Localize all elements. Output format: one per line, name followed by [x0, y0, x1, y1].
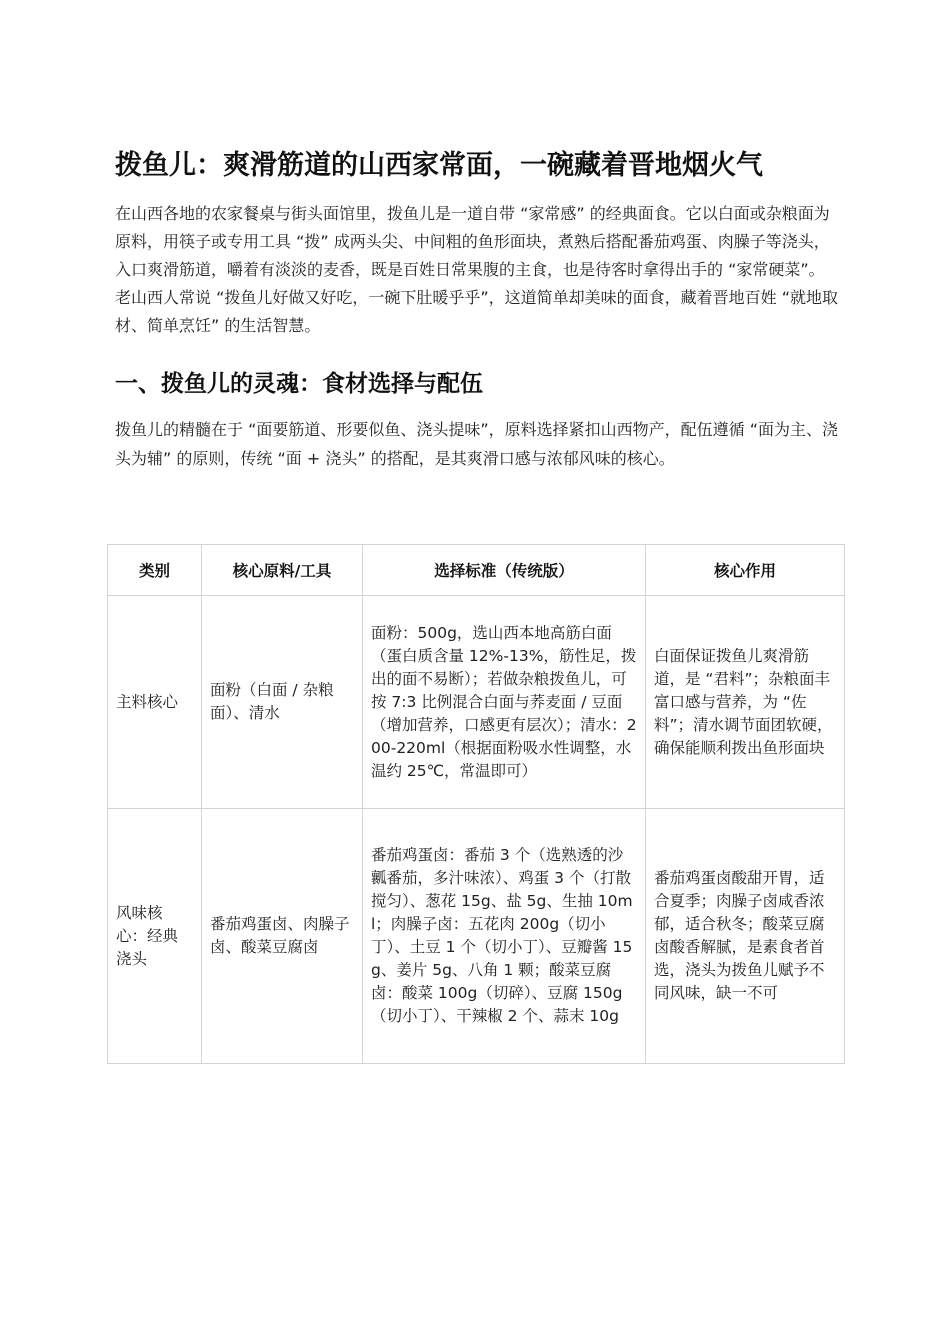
section-heading: 一、拨鱼儿的灵魂：食材选择与配伍 [115, 371, 483, 397]
table-row [108, 596, 845, 809]
header-standard: 选择标准（传统版） [363, 545, 646, 596]
cell-ingredients: 番茄鸡蛋卤、肉臊子卤、酸菜豆腐卤 [202, 809, 363, 1064]
cell-category: 风味核心：经典浇头 [108, 809, 202, 1064]
table-row [108, 809, 845, 1064]
header-category: 类别 [108, 545, 202, 596]
ingredients-table [107, 544, 845, 1064]
header-ingredients: 核心原料/工具 [202, 545, 363, 596]
cell-role: 番茄鸡蛋卤酸甜开胃，适合夏季；肉臊子卤咸香浓郁，适合秋冬；酸菜豆腐卤酸香解腻，是素食者首选，浇头为拨鱼儿赋予不同风味，缺一不可 [646, 809, 845, 1064]
intro-paragraph: 在山西各地的农家餐桌与街头面馆里，拨鱼儿是一道自带 “家常感” 的经典面食。它以白面或杂粮面为原料，用筷子或专用工具 “拨” 成两头尖、中间粗的鱼形面块，煮熟后搭配番茄鸡蛋、肉臊子等浇头，入口爽滑筋道，嚼着有淡淡的麦香，既是百姓日常果腹的主食，也是待客时拿得出手的 “家常硬菜”。老山西人常说 “拨鱼儿好做又好吃，一碗下肚暖乎乎”，这道简单却美味的面食，藏着晋地百姓 “就地取材、简单烹饪” 的生活智慧。 [115, 204, 839, 335]
header-role: 核心作用 [646, 545, 845, 596]
table-header-row [108, 545, 845, 596]
cell-category: 主料核心 [108, 596, 202, 809]
cell-role: 白面保证拨鱼儿爽滑筋道，是 “君料”；杂粮面丰富口感与营养，为 “佐料”；清水调节面团软硬，确保能顺利拨出鱼形面块 [646, 596, 845, 809]
page-title: 拨鱼儿：爽滑筋道的山西家常面，一碗藏着晋地烟火气 [115, 150, 763, 181]
cell-ingredients: 面粉（白面 / 杂粮面）、清水 [202, 596, 363, 809]
cell-standard: 面粉：500g，选山西本地高筋白面（蛋白质含量 12%-13%，筋性足，拨出的面不易断）；若做杂粮拨鱼儿，可按 7:3 比例混合白面与荞麦面 / 豆面（增加营养，口感更有层次）；清水：200-220ml（根据面粉吸水性调整，水温约 25℃，常温即可） [363, 596, 646, 809]
section-paragraph: 拨鱼儿的精髓在于 “面要筋道、形要似鱼、浇头提味”，原料选择紧扣山西物产，配伍遵循 “面为主、浇头为辅” 的原则，传统 “面 + 浇头” 的搭配，是其爽滑口感与浓郁风味的核心。 [115, 420, 839, 468]
cell-standard: 番茄鸡蛋卤：番茄 3 个（选熟透的沙瓤番茄，多汁味浓）、鸡蛋 3 个（打散搅匀）、葱花 15g、盐 5g、生抽 10ml；肉臊子卤：五花肉 200g（切小丁）、土豆 1 个（切小丁）、豆瓣酱 15g、姜片 5g、八角 1 颗；酸菜豆腐卤：酸菜 100g（切碎）、豆腐 150g（切小丁）、干辣椒 2 个、蒜末 10g [363, 809, 646, 1064]
